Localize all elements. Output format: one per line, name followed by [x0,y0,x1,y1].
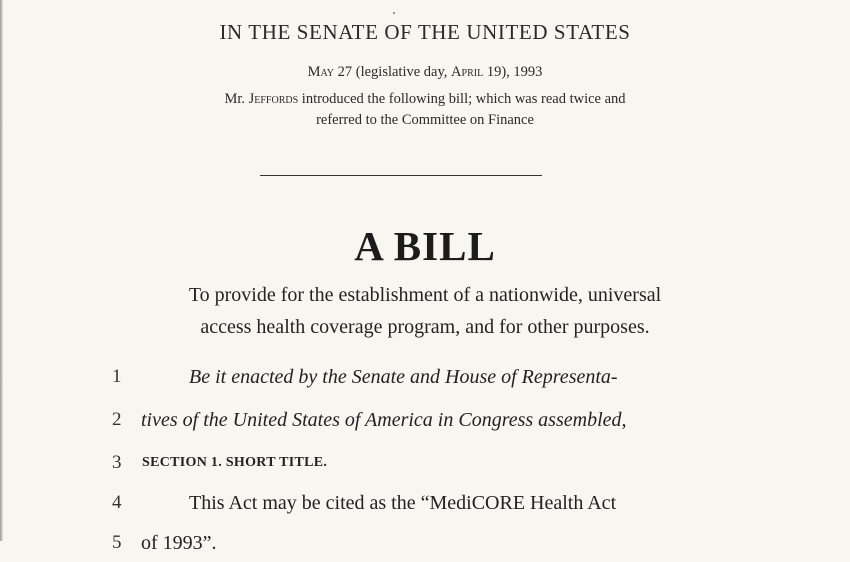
body-line-1 [0,366,850,396]
body-line-3 [0,452,850,482]
date-legislative-month: April [451,64,484,80]
line-number: 4 [112,492,122,513]
intro-rest: introduced the following bill; which was read twice and [298,91,626,107]
date-month: May [307,64,334,80]
body-line-4 [0,492,850,522]
purpose-line-2: access health coverage program, and for other purposes. [200,316,650,338]
scan-speck [393,12,395,14]
enacting-clause-part-2: tives of the United States of America in Congress assembled, [141,409,627,431]
enacting-clause-part-1: Be it enacted by the Senate and House of Representa- [189,366,618,388]
line-number: 1 [112,366,122,387]
date-middle: 27 (legislative day, [334,64,452,80]
purpose-line-1: To provide for the establishment of a nationwide, universal [188,284,662,306]
line-number: 2 [112,409,122,430]
chamber-heading: IN THE SENATE OF THE UNITED STATES [219,20,631,44]
line-number: 3 [112,452,122,473]
body-line-5 [0,532,850,562]
divider-rule [260,175,542,176]
intro-prefix: Mr. [224,91,249,107]
short-title-text: This Act may be cited as the “MediCORE Health Act [189,492,617,514]
body-line-2 [0,409,850,439]
date-tail: 19), 1993 [483,64,543,80]
sponsor-name: Jeffords [248,91,299,107]
bill-date [0,64,850,81]
introduction-line-2: referred to the Committee on Finance [316,112,534,128]
line-number: 5 [112,532,122,553]
introduction-line-1 [0,91,850,108]
short-title-text-continued: of 1993”. [141,532,217,554]
section-heading: SECTION 1. SHORT TITLE. [142,455,328,470]
bill-title: A BILL [354,223,496,269]
